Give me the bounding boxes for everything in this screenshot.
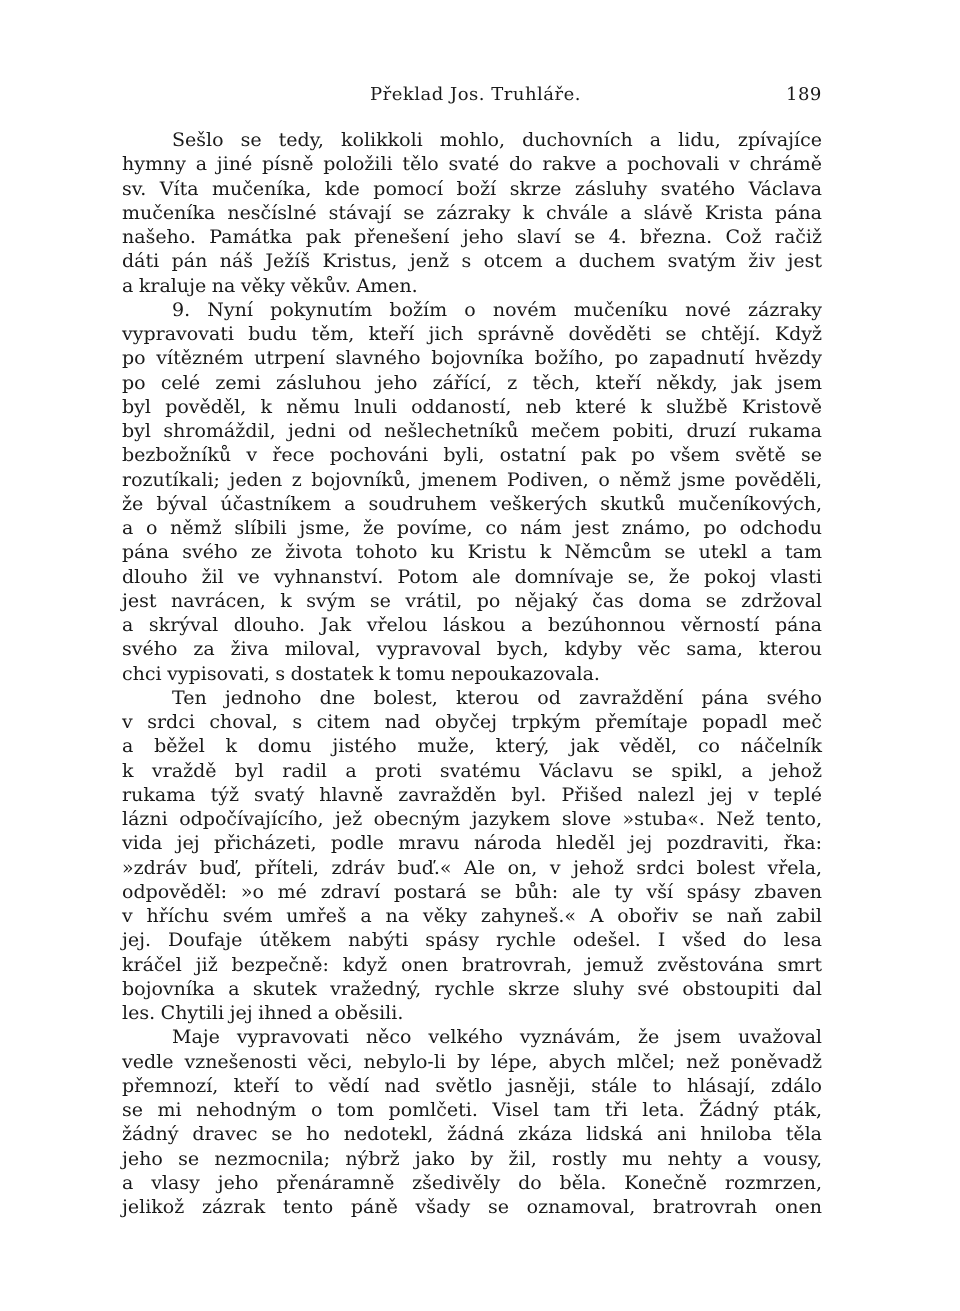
text-line: byl shromáždil, jedni od nešlechetníků mečem pobiti, druzí rukama bbox=[122, 420, 822, 442]
text-line: sv. Víta mučeníka, kde pomocí boží skrze zásluhy svatého Václava bbox=[122, 177, 822, 200]
text-line: rozutíkali; jeden z bojovníků, jmenem Podiven, o němž jsme pověděli, bbox=[122, 468, 822, 491]
running-header bbox=[0, 84, 960, 110]
text-line: jest navrácen, k svým se vrátil, po nějaký čas doma se zdržoval bbox=[122, 589, 822, 612]
text-line: »zdráv buď, příteli, zdráv buď.« Ale on, v jehož srdci bolest vřela, bbox=[122, 856, 822, 879]
text-line: byl pověděl, k němu lnuli oddaností, neb které k službě Kristově bbox=[122, 395, 822, 418]
text-line: a běžel k domu jistého muže, který, jak věděl, co náčelník bbox=[122, 735, 822, 758]
text-line: v srdci choval, s citem nad obyčej trpkým přemítaje popadl meč bbox=[122, 711, 822, 733]
text-line: Sešlo se tedy, kolikkoli mohlo, duchovních a lidu, zpívajíce bbox=[172, 129, 822, 151]
text-line: pána svého ze života tohoto ku Kristu k Němcům se utekl a tam bbox=[122, 541, 822, 564]
text-line: dáti pán náš Ježíš Kristus, jenž s otcem a duchem svatým živ jest bbox=[122, 250, 822, 273]
text-line: odpověděl: »o mé zdraví postará se bůh: ale ty vší spásy zbaven bbox=[122, 880, 822, 903]
text-line: mučeníka nesčíslné stávají se zázraky k chvále a slávě Krista pána bbox=[122, 201, 822, 224]
text-line: vedle vznešenosti věci, nebylo-li by lépe, abych mlčel; než poněvadž bbox=[122, 1050, 822, 1073]
text-line: vida jej přicházeti, podle mravu národa hleděl jej pozdraviti, řka: bbox=[122, 832, 822, 855]
text-line: a vlasy jeho přenáramně zšedivěly do běla. Konečně rozmrzen, bbox=[122, 1171, 822, 1194]
text-line: a o němž slíbili jsme, že povíme, co nám jest známo, po odchodu bbox=[122, 517, 822, 539]
text-line: vypravovati budu těm, kteří jich správně dověděti se chtějí. Když bbox=[122, 323, 822, 345]
text-line: bojovníka a skutek vražedný, rychle skrze sluhy své obstoupiti dal bbox=[122, 977, 822, 1000]
text-line: lázni odpočívajícího, jež obecným jazykem slove »stuba«. Než tento, bbox=[122, 808, 822, 830]
text-line: jej. Doufaje útěkem nabýti spásy rychle odešel. I všed do lesa bbox=[122, 929, 822, 952]
text-line: svého za živa miloval, vypravoval bych, kdyby věc sama, kterou bbox=[122, 638, 822, 661]
text-line: bezbožníků v řece pochováni byli, ostatní pak po všem světě se bbox=[122, 444, 822, 467]
text-line: 9. Nyní pokynutím božím o novém mučeníku nové zázraky bbox=[172, 298, 822, 321]
text-line: k vraždě byl radil a proti svatému Václavu se spikl, a jehož bbox=[122, 759, 822, 782]
text-line: v hříchu svém umřeš a na věky zahyneš.« A obořiv se naň zabil bbox=[122, 905, 822, 927]
text-line: žádný dravec se ho nedotekl, žádná zkáza lidská ani hniloba těla bbox=[122, 1123, 822, 1146]
text-line: a skrýval dlouho. Jak vřelou láskou a bezúhonnou věrností pána bbox=[122, 614, 822, 636]
text-line: po vítězném utrpení slavného bojovníka božího, po zapadnutí hvězdy bbox=[122, 347, 822, 370]
text-line: a kraluje na věky věkův. Amen. bbox=[122, 274, 418, 297]
text-line: se mi nehodným o tom pomlčeti. Visel tam tři leta. Žádný pták, bbox=[122, 1099, 822, 1121]
text-line: kráčel již bezpečně: když onen bratrovrah, jemuž zvěstována smrt bbox=[122, 953, 822, 976]
body-text bbox=[122, 128, 822, 1219]
text-line: přemnozí, kteří to vědí nad světlo jasněji, stále to hlásají, zdálo bbox=[122, 1074, 822, 1097]
page-number: 189 bbox=[786, 84, 822, 105]
text-line: našeho. Památka pak přenešení jeho slaví se 4. března. Což račiž bbox=[122, 226, 822, 248]
text-line: Ten jednoho dne bolest, kterou od zavraždění pána svého bbox=[172, 686, 822, 709]
text-line: chci vypisovati, s dostatek k tomu nepoukazovala. bbox=[122, 662, 600, 685]
text-line: jeho se nezmocnila; nýbrž jako by žil, rostly mu nehty a vousy, bbox=[122, 1147, 822, 1170]
text-line: rukama týž svatý hlavně zavražděn byl. Přišed nalezl jej v teplé bbox=[122, 783, 822, 806]
text-line: po celé zemi zásluhou jeho zářící, z těch, kteří někdy, jak jsem bbox=[122, 371, 822, 394]
text-line: les. Chytili jej ihned a oběsili. bbox=[122, 1002, 404, 1024]
text-line: že býval účastníkem a soudruhem veškerých skutků mučeníkových, bbox=[122, 492, 822, 515]
text-line: dlouho žil ve vyhnanství. Potom ale domnívaje se, že pokoj vlasti bbox=[122, 565, 822, 588]
text-line: Maje vypravovati něco velkého vyznávám, že jsem uvažoval bbox=[172, 1026, 822, 1049]
text-line: jelikož zázrak tento páně všady se oznamoval, bratrovrah onen bbox=[122, 1196, 822, 1218]
running-title: Překlad Jos. Truhláře. bbox=[370, 84, 582, 105]
text-line: hymny a jiné písně položili tělo svaté do rakve a pochovali v chrámě bbox=[122, 153, 822, 176]
